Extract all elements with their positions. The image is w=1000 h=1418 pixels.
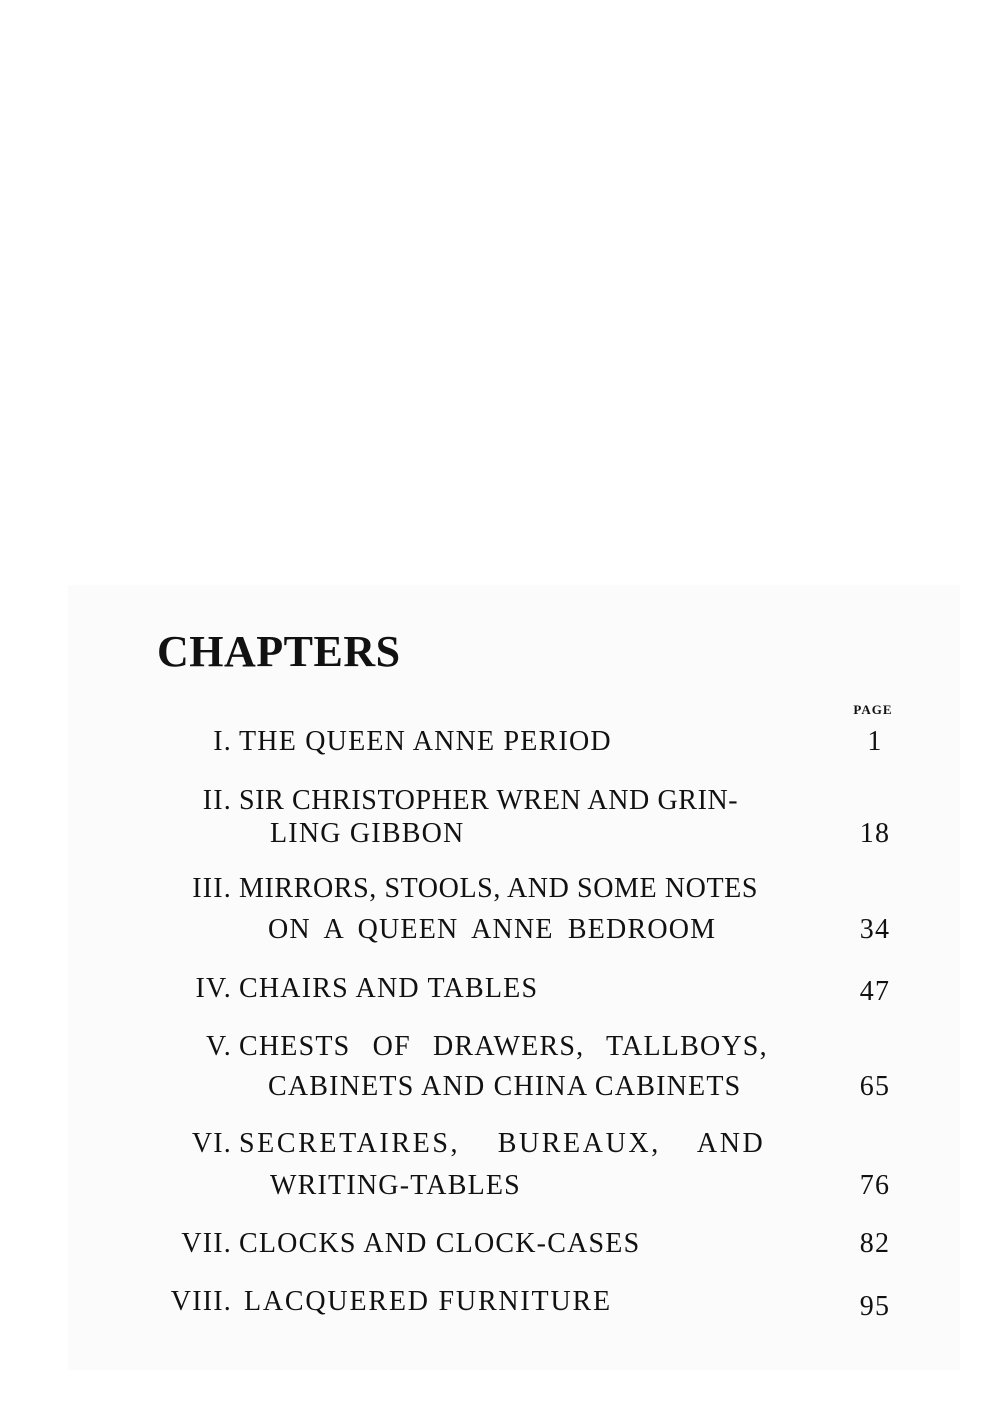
page-number: 82 [859,1228,891,1259]
chapter-title-continued: CABINETS AND CHINA CABINETS [268,1071,742,1102]
chapter-title: LACQUERED FURNITURE [244,1286,612,1317]
chapter-number: IV. [195,973,232,1004]
chapter-title: MIRRORS, STOOLS, AND SOME NOTES [239,873,759,904]
page-number: 95 [859,1291,891,1322]
page-number: 76 [859,1170,891,1201]
page-number: 34 [859,914,891,945]
chapter-number: VIII. [170,1286,232,1317]
chapter-number: I. [213,726,232,757]
page-number: 47 [859,976,891,1007]
chapter-title: CHESTS OF DRAWERS, TALLBOYS, [239,1031,768,1062]
page-title: CHAPTERS [157,627,401,676]
page-number: 65 [859,1071,891,1102]
chapter-number: VI. [191,1128,232,1159]
chapter-number: VII. [181,1228,232,1259]
chapter-title: SECRETAIRES, BUREAUX, AND [239,1128,766,1159]
chapter-title-continued: LING GIBBON [270,818,465,849]
page-number: 18 [859,818,891,849]
page-number: 1 [867,726,883,757]
chapter-title: CHAIRS AND TABLES [239,973,539,1004]
chapter-number: II. [202,785,232,816]
chapter-number: III. [192,873,232,904]
chapter-title-continued: WRITING-TABLES [270,1170,521,1201]
chapter-title: THE QUEEN ANNE PERIOD [239,726,612,757]
page-column-label: PAGE [853,702,893,717]
chapter-title: CLOCKS AND CLOCK-CASES [239,1228,641,1259]
chapter-number: V. [205,1031,232,1062]
chapter-title-continued: ON A QUEEN ANNE BEDROOM [268,914,717,945]
chapter-title: SIR CHRISTOPHER WREN AND GRIN- [239,785,739,816]
